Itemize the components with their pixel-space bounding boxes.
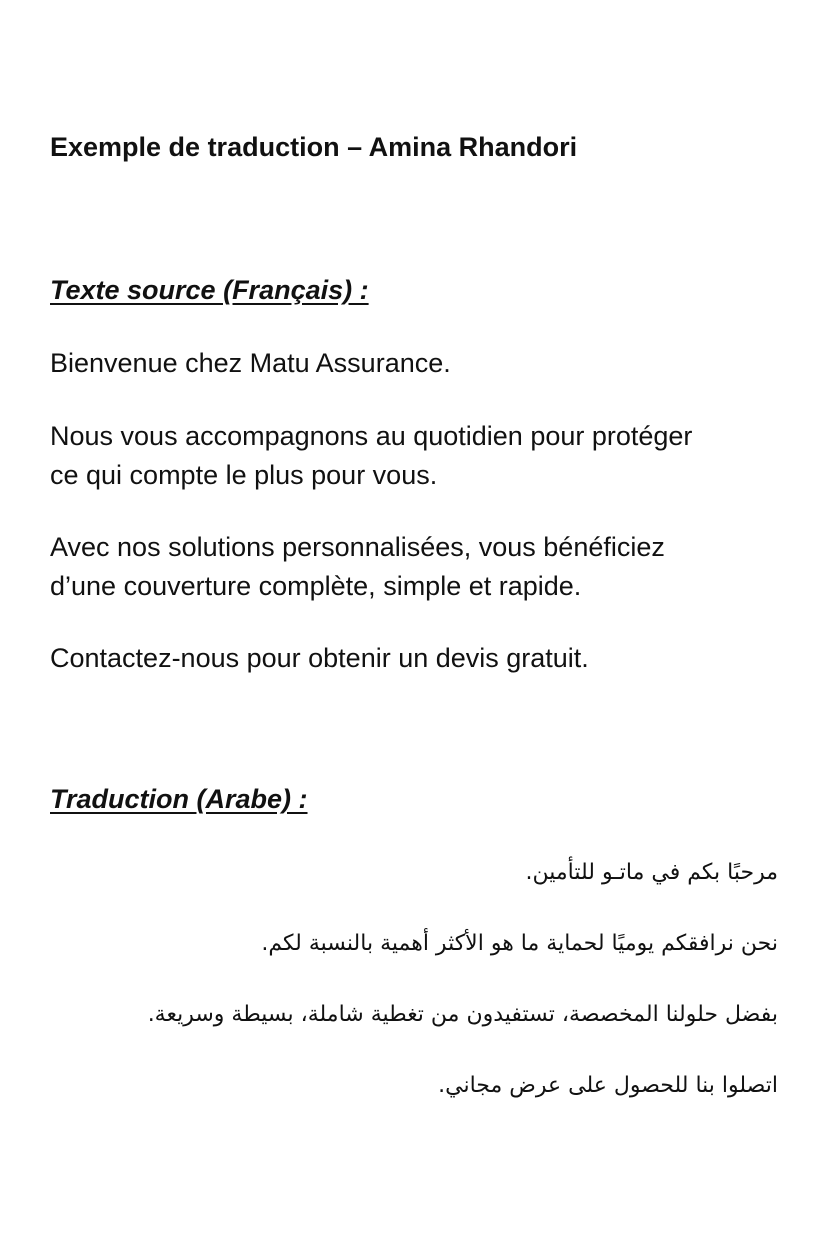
french-paragraph xyxy=(50,639,790,678)
french-line: Bienvenue chez Matu Assurance. xyxy=(50,348,451,378)
french-paragraph xyxy=(50,417,790,495)
french-line: d’une couverture complète, simple et rapide. xyxy=(50,571,582,601)
french-paragraph xyxy=(50,528,790,606)
french-line: Avec nos solutions personnalisées, vous bénéficiez xyxy=(50,532,665,562)
french-paragraph xyxy=(50,344,790,383)
french-line: Contactez-nous pour obtenir un devis gratuit. xyxy=(50,643,589,673)
source-text-heading: Texte source (Français) : xyxy=(50,275,369,305)
arabic-paragraph: اتصلوا بنا للحصول على عرض مجاني. xyxy=(438,1073,778,1098)
translation-heading: Traduction (Arabe) : xyxy=(50,784,308,814)
arabic-paragraph: بفضل حلولنا المخصصة، تستفيدون من تغطية شاملة، بسيطة وسريعة. xyxy=(147,1002,778,1027)
document-title: Exemple de traduction – Amina Rhandori xyxy=(50,132,578,162)
arabic-paragraph: مرحبًا بكم في ماتـو للتأمين. xyxy=(525,860,778,885)
french-line: Nous vous accompagnons au quotidien pour protéger xyxy=(50,421,693,451)
french-line: ce qui compte le plus pour vous. xyxy=(50,460,438,490)
arabic-paragraph: نحن نرافقكم يوميًا لحماية ما هو الأكثر أهمية بالنسبة لكم. xyxy=(261,931,778,956)
